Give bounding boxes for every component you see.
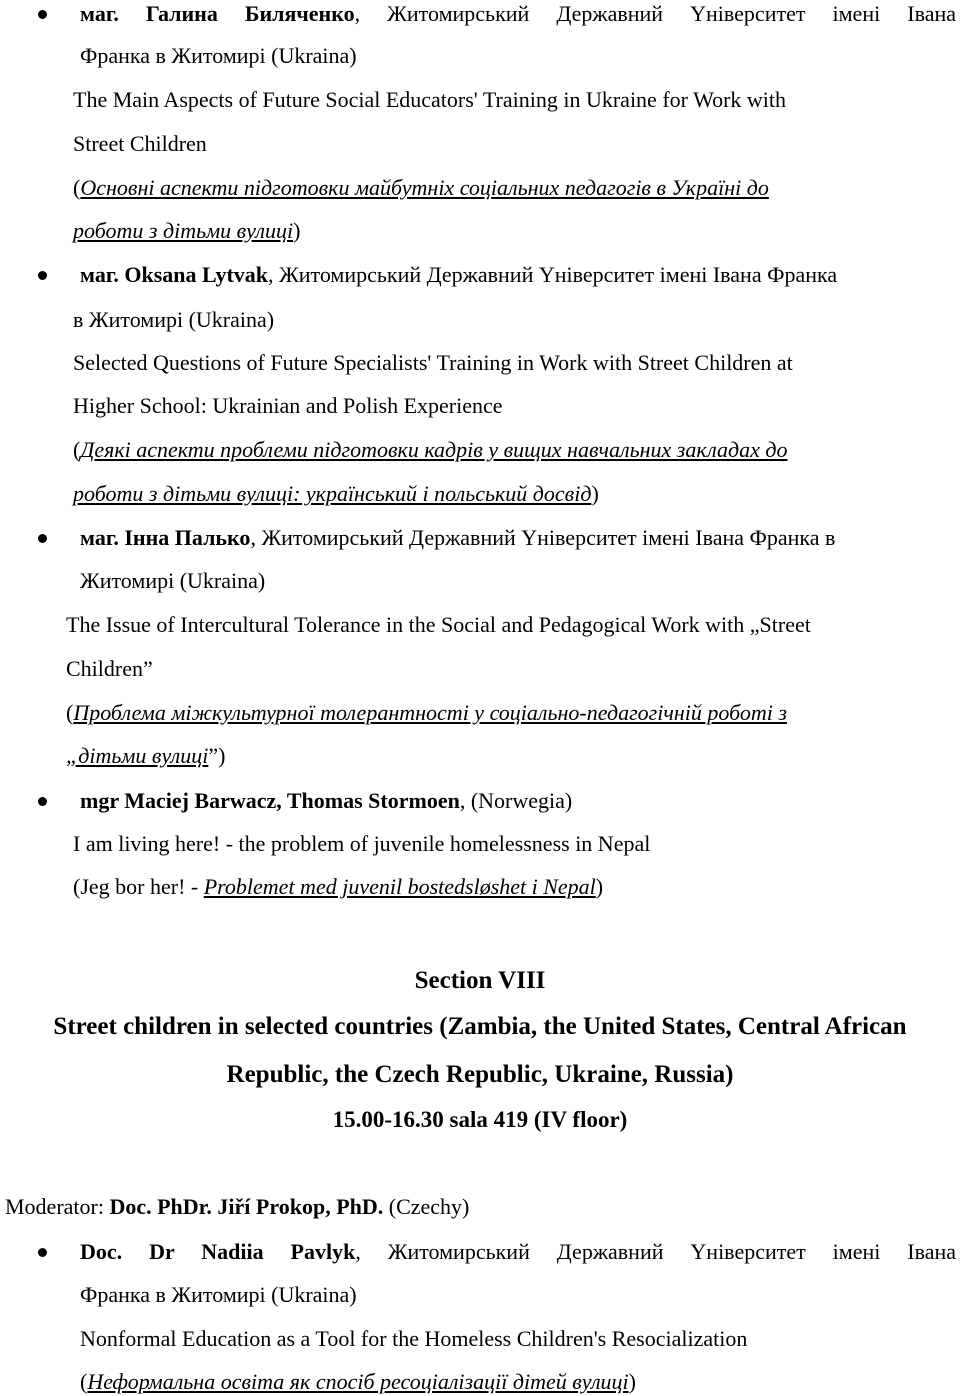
section-heading: Section VIII xyxy=(414,967,546,994)
bullet-icon xyxy=(38,1248,47,1257)
talk-title: Nonformal Education as a Tool for the Homeless Children's Resocialization xyxy=(80,1326,748,1351)
talk-translation: (Jeg bor her! - Problemet med juvenil bostedsløshet i Nepal) xyxy=(73,874,604,899)
talk-title: I am living here! - the problem of juvenile homelessness in Nepal xyxy=(73,831,651,856)
talk-title-cont: Higher School: Ukrainian and Polish Experience xyxy=(73,393,503,418)
presenter-affiliation-cont: Житомирі (Ukraina) xyxy=(80,568,266,593)
presenter-line xyxy=(80,0,956,28)
presenter-affiliation: , (Norwegia) xyxy=(459,788,573,813)
talk-title: The Main Aspects of Future Social Educators' Training in Ukraine for Work with xyxy=(73,87,787,112)
bullet-icon xyxy=(38,797,47,806)
presenter-line xyxy=(80,787,572,815)
moderator-country: (Czechy) xyxy=(383,1194,470,1219)
presenter-affiliation-cont: Франка в Житомирі (Ukraina) xyxy=(80,1282,357,1307)
section-title: Street children in selected countries (Zambia, the United States, Central African xyxy=(53,1013,907,1040)
talk-translation: (Неформальна освіта як спосіб ресоціалізації дітей вулиці) xyxy=(80,1369,636,1394)
talk-title-cont: Street Children xyxy=(73,131,207,156)
presenter-name: Oksana Lytvak xyxy=(124,262,269,287)
talk-translation-cont: роботи з дітьми вулиці) xyxy=(73,218,301,243)
bullet-icon xyxy=(38,10,47,19)
presenter-name: Doc. Dr Nadiia Pavlyk xyxy=(80,1239,356,1264)
talk-title: Selected Questions of Future Specialists' Training in Work with Street Children at xyxy=(73,350,793,375)
presenter-name: Інна Палько xyxy=(124,525,251,550)
presenter-name: Галина Биляченко xyxy=(145,1,355,26)
presenter-affiliation-cont: Франка в Житомирі (Ukraina) xyxy=(80,43,357,68)
talk-translation: (Проблема міжкультурної толерантності у соціально-педагогічній роботі з xyxy=(66,700,787,725)
talk-title: The Issue of Intercultural Tolerance in the Social and Pedagogical Work with „Street xyxy=(66,612,811,637)
talk-translation-cont: „дітьми вулиці”) xyxy=(66,743,226,768)
section-time: 15.00-16.30 sala 419 (IV floor) xyxy=(332,1107,628,1132)
moderator-line xyxy=(5,1193,469,1221)
presenter-line: маг. Oksana Lytvak, Житомирський Державний Үніверситет імені Івана Франка xyxy=(80,262,838,287)
presenter-line xyxy=(80,1238,956,1266)
talk-translation: (Деякі аспекти проблеми підготовки кадрів у вищих навчальних закладах до xyxy=(73,437,788,462)
presenter-affiliation: , Житомирський Державний Үніверситет імені Івана xyxy=(355,1239,956,1264)
presenter-affiliation-cont: в Житомирі (Ukraina) xyxy=(73,307,275,332)
presenter-prefix: маг. xyxy=(80,1,146,26)
moderator-label: Moderator: xyxy=(5,1194,110,1219)
presenter-line: маг. Інна Палько, Житомирський Державний Үніверситет імені Івана Франка в xyxy=(80,525,836,550)
talk-translation-cont: роботи з дітьми вулиці: український і польський досвід) xyxy=(73,481,599,506)
presenter-name: mgr Maciej Barwacz, Thomas Stormoen xyxy=(80,788,460,813)
presenter-affiliation: , Житомирський Державний Үніверситет імені Івана Франка в xyxy=(250,525,836,550)
presenter-affiliation: , Житомирський Державний Үніверситет імені Івана Франка xyxy=(268,262,838,287)
talk-title-cont: Children” xyxy=(66,656,153,681)
section-title-cont: Republic, the Czech Republic, Ukraine, Russia) xyxy=(226,1061,734,1088)
bullet-icon xyxy=(38,534,47,543)
presenter-affiliation: , Житомирський Державний Үніверситет імені Івана xyxy=(354,1,956,26)
talk-translation: (Основні аспекти підготовки майбутніх соціальних педагогів в Україні до xyxy=(73,175,769,200)
bullet-icon xyxy=(38,271,47,280)
moderator-name: Doc. PhDr. Jiří Prokop, PhD. xyxy=(109,1194,384,1219)
